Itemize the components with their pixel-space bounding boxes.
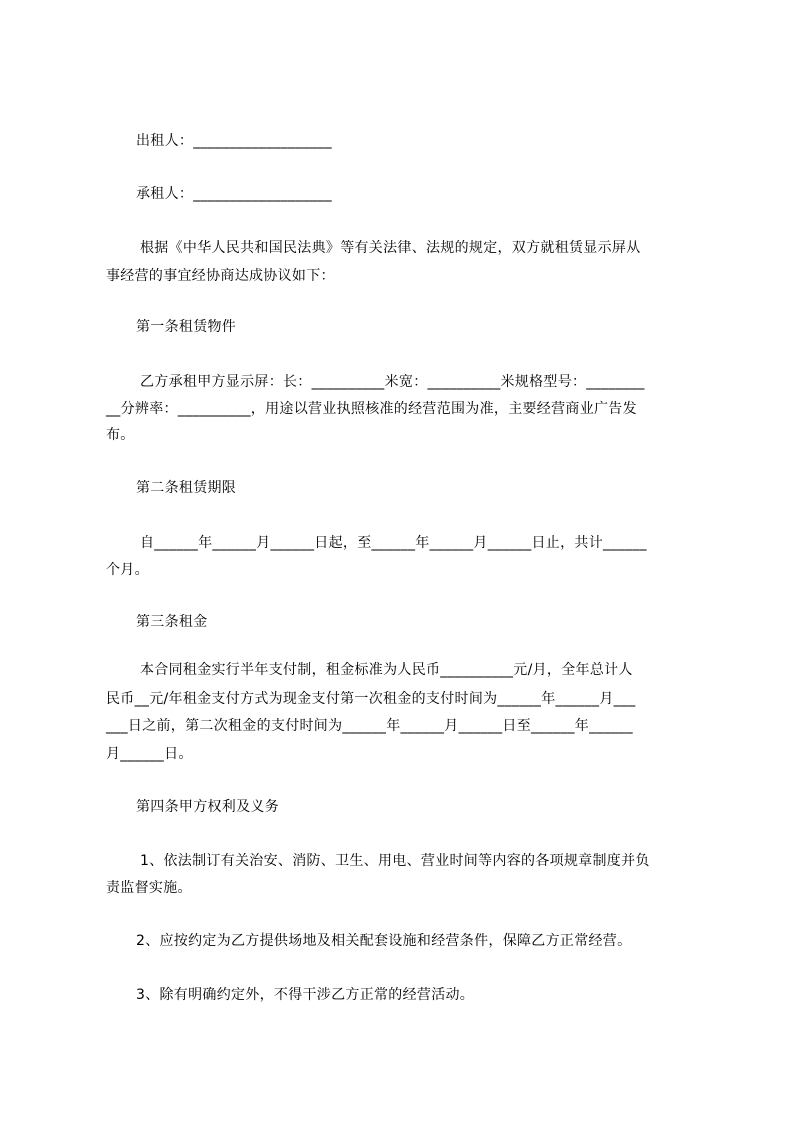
article4-item-1-line-2: 责监督实施。	[106, 880, 192, 896]
intro-line-1: 根据《中华人民共和国民法典》等有关法律、法规的规定，双方就租赁显示屏从	[140, 240, 641, 256]
article2-title: 第二条租赁期限	[136, 480, 237, 496]
article1-line-2: __分辨率：__________，用途以营业执照核准的经营范围为准，主要经营商业广告发	[106, 401, 637, 417]
article2-line-2: 个月。	[106, 562, 149, 578]
article3-line-2: 民币__元/年租金支付方式为现金支付第一次租金的支付时间为______年______月___	[106, 691, 636, 707]
article4-item-1-line-1: 1、依法制订有关治安、消防、卫生、用电、营业时间等内容的各项规章制度并负	[140, 853, 650, 869]
article1-title: 第一条租赁物件	[136, 319, 237, 335]
article3-title: 第三条租金	[136, 614, 208, 630]
lessee-line: 承租人：___________________	[136, 186, 332, 202]
article3-line-3: ___日之前，第二次租金的支付时间为______年______月______日至______年______	[106, 718, 633, 734]
article1-line-1: 乙方承租甲方显示屏：长：__________米宽：__________米规格型号：________	[140, 374, 645, 390]
article3-line-1: 本合同租金实行半年支付制，租金标准为人民币__________元/月，全年总计人	[140, 662, 633, 678]
article2-line-1: 自______年______月______日起，至______年______月______日止，共计______	[140, 535, 647, 551]
article1-line-3: 布。	[106, 427, 135, 443]
article4-item-2: 2、应按约定为乙方提供场地及相关配套设施和经营条件，保障乙方正常经营。	[136, 933, 632, 949]
article4-title: 第四条甲方权利及义务	[136, 799, 279, 815]
lessor-line: 出租人：___________________	[136, 133, 332, 149]
article3-line-4: 月______日。	[106, 746, 193, 762]
article4-item-3: 3、除有明确约定外，不得干涉乙方正常的经营活动。	[136, 987, 475, 1003]
intro-line-2: 事经营的事宜经协商达成协议如下：	[106, 268, 335, 284]
